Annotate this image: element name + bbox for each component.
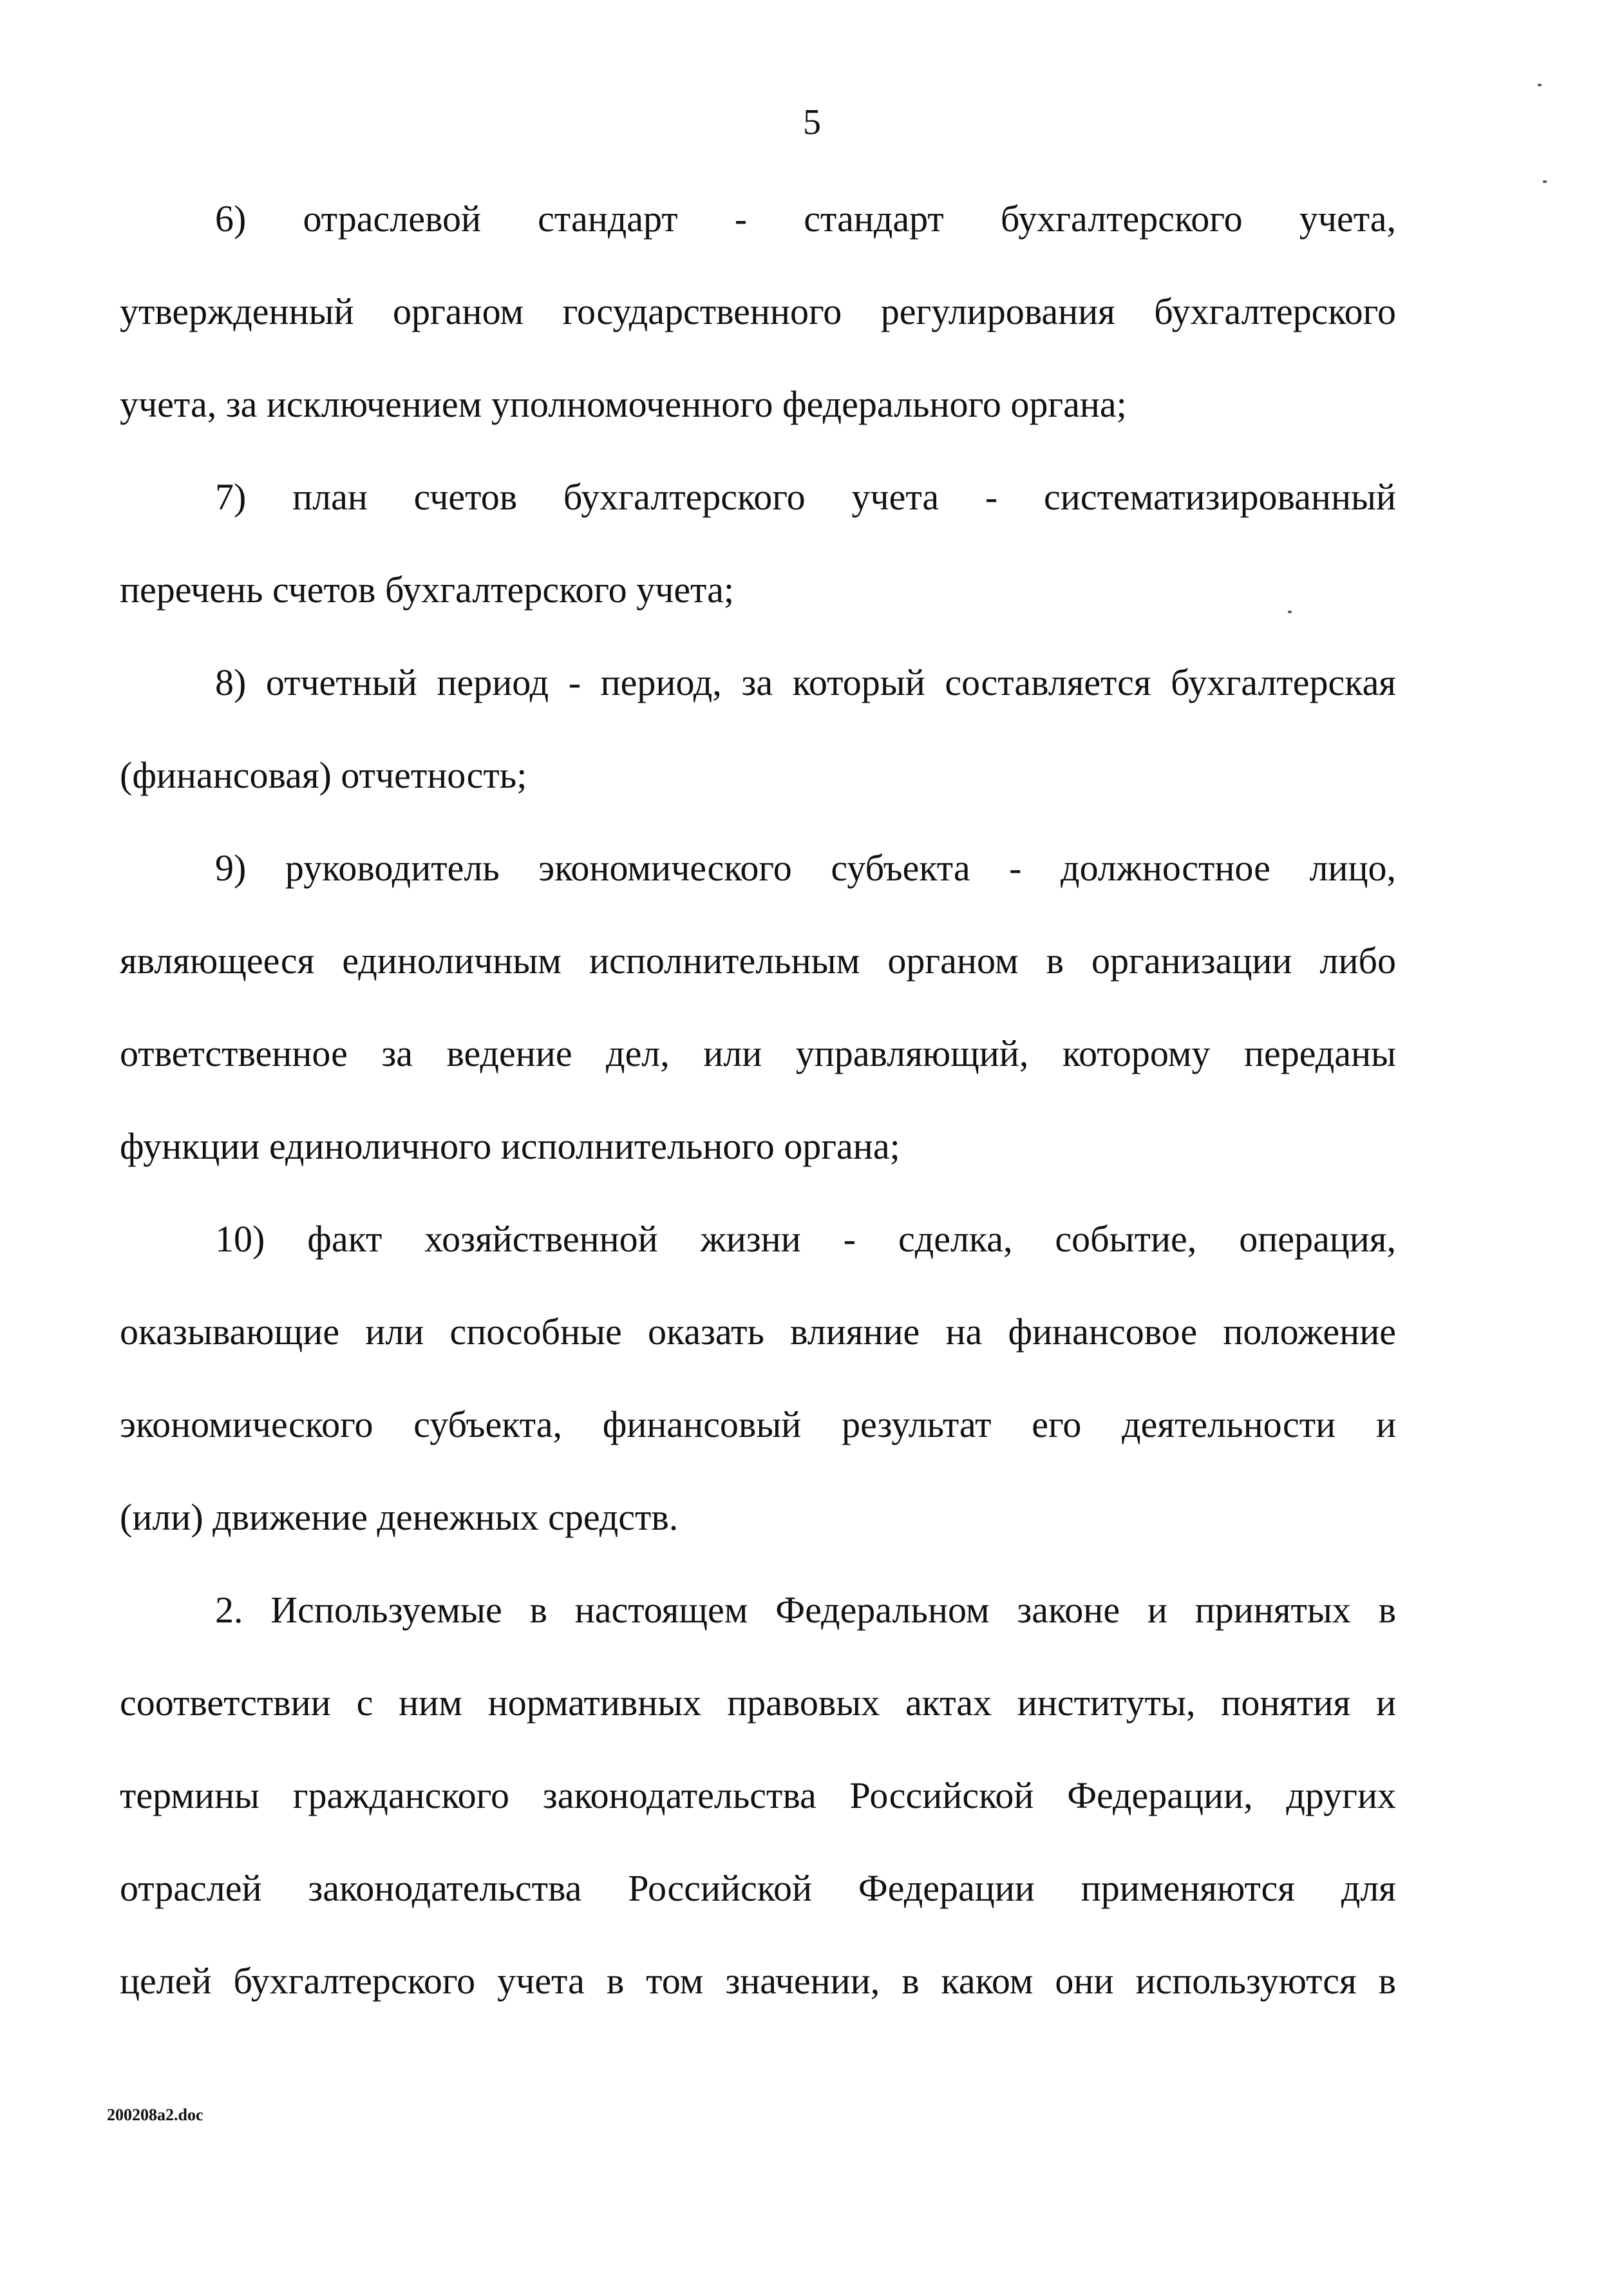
text-line: являющееся единоличным исполнительным органом в организации либо <box>120 940 1396 982</box>
text-line: целей бухгалтерского учета в том значении, в каком они используются в <box>120 1960 1396 2002</box>
text-line: экономического субъекта, финансовый результат его деятельности и <box>120 1403 1396 1445</box>
text-line: 9) руководитель экономического субъекта - должностное лицо, <box>215 847 1396 889</box>
text-line: 6) отраслевой стандарт - стандарт бухгалтерского учета, <box>215 198 1396 240</box>
scan-speck <box>1543 180 1547 183</box>
definition-item-9 <box>120 822 1396 1193</box>
definition-item-10 <box>120 1193 1396 1564</box>
text-line: соответствии с ним нормативных правовых актах институты, понятия и <box>120 1682 1396 1724</box>
text-line: 10) факт хозяйственной жизни - сделка, событие, операция, <box>215 1218 1396 1260</box>
text-line: функции единоличного исполнительного органа; <box>120 1125 900 1167</box>
text-line: (финансовая) отчетность; <box>120 754 527 796</box>
text-line: 2. Используемые в настоящем Федеральном законе и принятых в <box>215 1589 1396 1631</box>
text-line: оказывающие или способные оказать влияние на финансовое положение <box>120 1311 1396 1353</box>
text-line: учета, за исключением уполномоченного федерального органа; <box>120 383 1127 425</box>
text-line: 8) отчетный период - период, за который составляется бухгалтерская <box>215 661 1396 703</box>
definition-item-6 <box>120 173 1396 451</box>
text-line: отраслей законодательства Российской Федерации применяются для <box>120 1867 1396 1909</box>
part-2-paragraph <box>120 1564 1396 2028</box>
definition-item-8 <box>120 636 1396 822</box>
text-line: (или) движение денежных средств. <box>120 1496 679 1538</box>
text-line: термины гражданского законодательства Российской Федерации, других <box>120 1774 1396 1816</box>
text-line: утвержденный органом государственного регулирования бухгалтерского <box>120 290 1396 332</box>
scan-speck <box>1538 84 1542 86</box>
page-number: 5 <box>803 102 821 142</box>
scan-speck <box>1288 611 1292 613</box>
text-line: 7) план счетов бухгалтерского учета - систематизированный <box>215 476 1396 518</box>
file-name-footer: 200208a2.doc <box>107 2105 203 2124</box>
definition-item-7 <box>120 451 1396 636</box>
text-line: перечень счетов бухгалтерского учета; <box>120 569 734 611</box>
text-line: ответственное за ведение дел, или управляющий, которому переданы <box>120 1032 1396 1074</box>
